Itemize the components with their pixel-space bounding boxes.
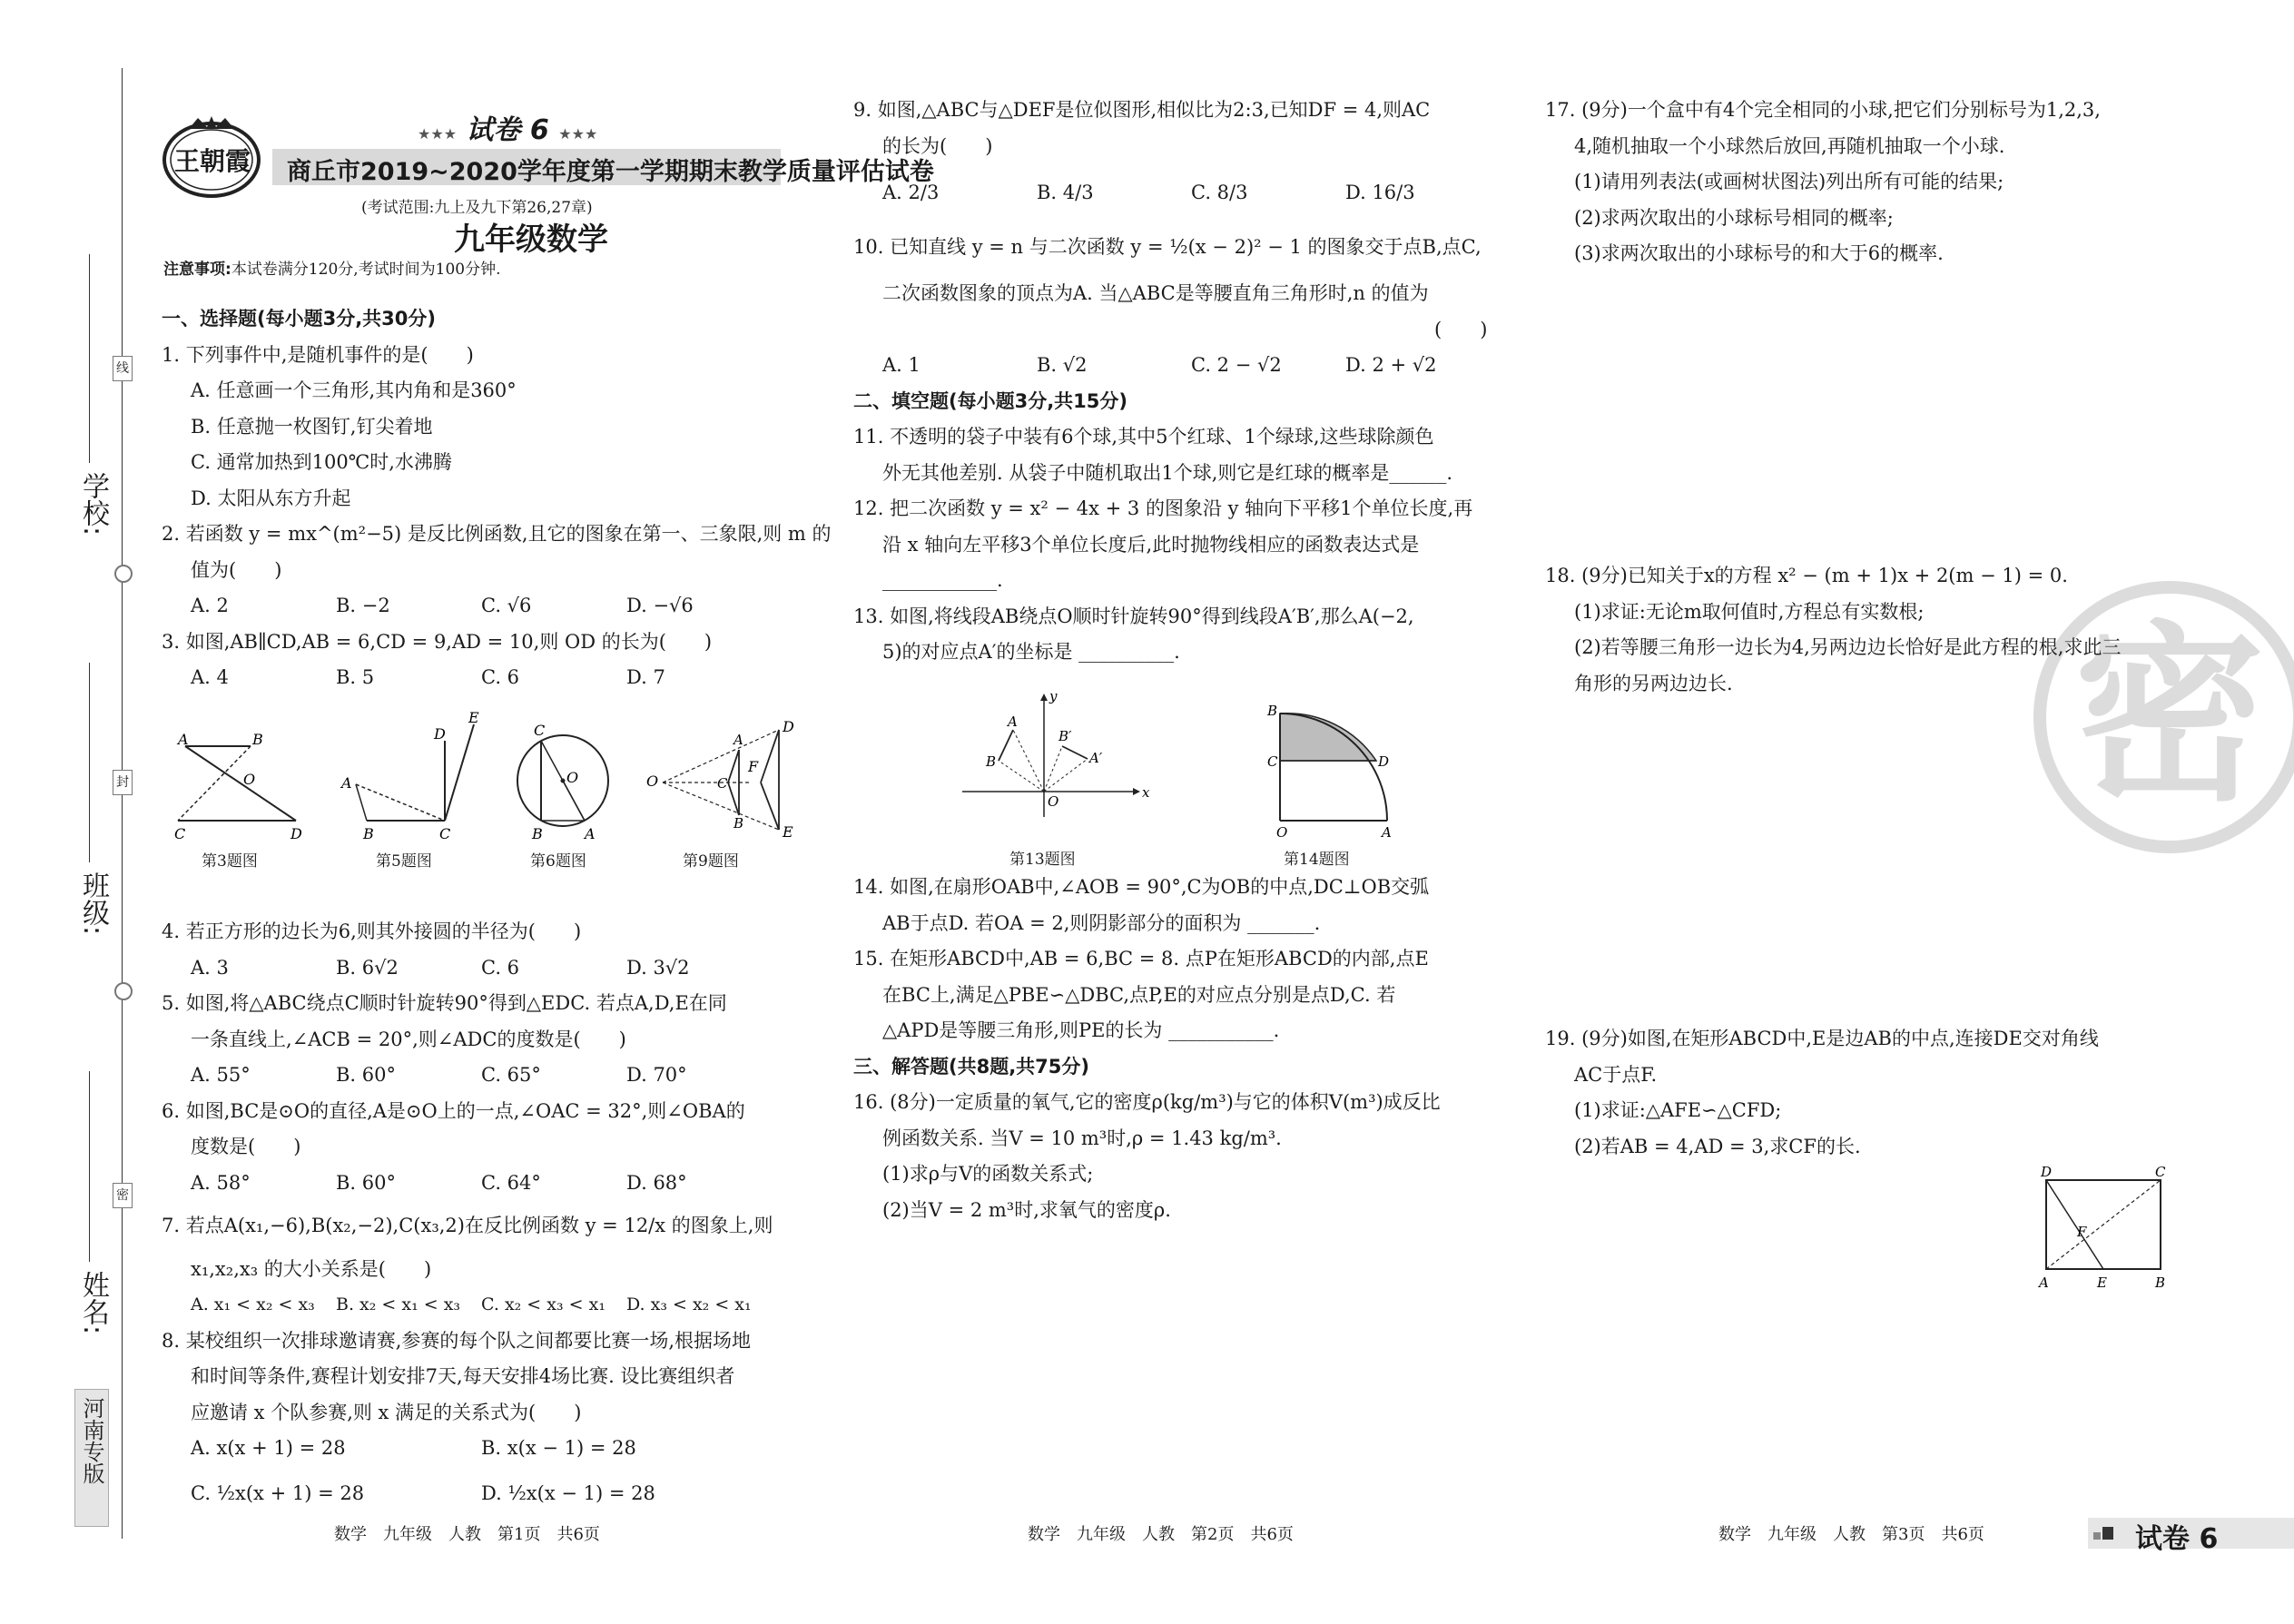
label-A: A: [341, 774, 352, 792]
exam-scope: (考试范围:九上及九下第26,27章): [361, 199, 593, 217]
caption-q9: 第9题图: [683, 852, 739, 871]
option: C. 6: [481, 956, 520, 979]
question-10-cont: 二次函数图象的顶点为A. 当△ABC是等腰直角三角形时,n 的值为: [882, 282, 1429, 304]
option: B. x(x − 1) = 28: [481, 1437, 636, 1459]
option: B. 60°: [336, 1171, 397, 1194]
watermark-text: 密: [2073, 605, 2265, 827]
label-D: D: [434, 725, 446, 743]
question-15-cont: 在BC上,满足△PBE∽△DBC,点P,E的对应点分别是点D,C. 若: [882, 983, 1396, 1006]
option: C. x₂ < x₃ < x₁: [481, 1294, 605, 1314]
question-17-cont: 4,随机抽取一个小球然后放回,再随机抽取一个小球.: [1574, 134, 2005, 157]
figure-q5: [336, 708, 490, 844]
label-y: y: [1049, 690, 1058, 704]
figure-q9: [645, 719, 799, 846]
question-2: 2. 若函数 y = mx^(m²−5) 是反比例函数,且它的图象在第一、三象限,则 m 的: [162, 523, 832, 545]
option: B. √2: [1037, 354, 1088, 376]
question-17: 17. (9分)一个盒中有4个完全相同的小球,把它们分别标号为1,2,3,: [1545, 99, 2101, 121]
question-7: 7. 若点A(x₁,−6),B(x₂,−2),C(x₃,2)在反比例函数 y = 12/x 的图象上,则: [162, 1215, 773, 1236]
option: C. 8/3: [1191, 182, 1248, 203]
question-17-part2: (2)求两次取出的小球标号相同的概率;: [1574, 206, 1894, 229]
option: A. x(x + 1) = 28: [191, 1437, 346, 1459]
label-B: B: [252, 733, 263, 748]
option: D. ½x(x − 1) = 28: [481, 1481, 655, 1504]
question-14: 14. 如图,在扇形OAB中,∠AOB = 90°,C为OB的中点,DC⊥OB交弧: [853, 876, 1430, 898]
binding-hole-icon: [114, 565, 133, 583]
question-16-part1: (1)求ρ与V的函数关系式;: [882, 1163, 1094, 1185]
question-17-part1: (1)请用列表法(或画树状图法)列出所有可能的结果;: [1574, 171, 2004, 192]
option: D. 2 + √2: [1345, 354, 1437, 376]
question-16: 16. (8分)一定质量的氧气,它的密度ρ(kg/m³)与它的体积V(m³)成反比: [853, 1091, 1441, 1113]
question-19-cont: AC于点F.: [1574, 1063, 1658, 1086]
question-13-cont: 5)的对应点A′的坐标是 __________.: [882, 641, 1180, 663]
figure-q3: [172, 733, 309, 842]
label-O: O: [566, 769, 579, 786]
options-row: [162, 1287, 773, 1324]
question-8: 8. 某校组织一次排球邀请赛,参赛的每个队之间都要比赛一场,根据场地: [162, 1329, 752, 1352]
paper-title: 商丘市2019~2020学年度第一学期期末教学质量评估试卷: [287, 158, 934, 186]
options-row: [853, 348, 1500, 384]
notice: [163, 256, 501, 279]
option: A. 3: [191, 956, 229, 979]
options-row: [162, 1058, 773, 1094]
question-7-cont: x₁,x₂,x₃ 的大小关系是( ): [191, 1257, 432, 1280]
label-O: O: [1048, 793, 1059, 810]
option: B. 60°: [336, 1064, 397, 1086]
question-15: 15. 在矩形ABCD中,AB = 6,BC = 8. 点P在矩形ABCD的内部,点E: [853, 948, 1429, 969]
option: B. 5: [336, 666, 375, 688]
column-3-q19: [1545, 1021, 2099, 1165]
option: D. 70°: [626, 1064, 687, 1086]
option: A. 2: [191, 595, 229, 616]
options-row: [162, 1431, 773, 1467]
label-O: O: [1276, 824, 1288, 839]
question-11: 11. 不透明的袋子中装有6个球,其中5个红球、1个绿球,这些球除颜色: [853, 426, 1434, 448]
label-x: x: [1142, 784, 1150, 801]
option: C. √6: [481, 595, 532, 616]
question-10: 10. 已知直线 y = n 与二次函数 y = ½(x − 2)² − 1 的图象交于点B,点C,: [853, 235, 1482, 258]
option: B. 任意抛一枚图钉,钉尖着地: [191, 415, 433, 438]
option: C. 通常加热到100℃时,水沸腾: [191, 451, 452, 473]
label-C: C: [439, 825, 451, 842]
label-D: D: [2041, 1164, 2053, 1180]
label-B: B: [1267, 703, 1278, 719]
label-D: D: [1378, 753, 1390, 770]
section-heading: 二、填空题(每小题3分,共15分): [853, 389, 1128, 412]
question-1: 1. 下列事件中,是随机事件的是( ): [162, 343, 474, 366]
option: C. 6: [481, 666, 520, 688]
label-O: O: [243, 771, 256, 788]
options-row: [162, 588, 832, 625]
figure-q19: [2033, 1160, 2179, 1296]
option: A. 55°: [191, 1064, 251, 1086]
label-A: A: [2039, 1275, 2049, 1291]
option: A. 2/3: [882, 182, 940, 203]
mark-secret: 密: [113, 1183, 133, 1208]
label-A-prime: A′: [1089, 750, 1103, 766]
label-A: A: [1008, 714, 1018, 730]
label-B: B: [986, 753, 997, 770]
question-3: 3. 如图,AB∥CD,AB = 6,CD = 9,AD = 10,则 OD 的长为( ): [162, 630, 713, 653]
figure-q13: [953, 690, 1153, 826]
label-B: B: [532, 825, 543, 842]
footer-page-3: 数学 九年级 人教 第3页 共6页: [1718, 1525, 1984, 1544]
question-13: 13. 如图,将线段AB绕点O顺时针旋转90°得到线段A′B′,那么A(−2,: [853, 605, 1414, 627]
option: B. 6√2: [336, 956, 399, 979]
option: D. 7: [626, 666, 665, 688]
star-icon: ★★★: [418, 125, 458, 143]
section-heading: 一、选择题(每小题3分,共30分): [162, 308, 437, 330]
column-2: [853, 93, 1500, 671]
option: A. 1: [882, 354, 921, 376]
option: C. 64°: [481, 1171, 541, 1194]
label-E: E: [2097, 1275, 2107, 1291]
option: D. x₃ < x₂ < x₁: [626, 1294, 752, 1314]
options-row: [853, 175, 1500, 212]
question-9: 9. 如图,△ABC与△DEF是位似图形,相似比为2:3,已知DF = 4,则AC: [853, 99, 1431, 121]
option: A. x₁ < x₂ < x₃: [191, 1294, 315, 1314]
label-C: C: [534, 722, 546, 739]
section-heading: 三、解答题(共8题,共75分): [853, 1055, 1090, 1078]
option: A. 4: [191, 666, 229, 688]
edition-badge: [74, 1389, 109, 1527]
question-18: 18. (9分)已知关于x的方程 x² − (m + 1)x + 2(m − 1) = 0.: [1545, 565, 2068, 586]
notice-label: 注意事项:: [163, 261, 231, 279]
figure-q14: [1262, 703, 1407, 839]
question-9-cont: 的长为( ): [882, 134, 993, 157]
edition-text: 河南专版: [79, 1397, 104, 1484]
option: B. x₂ < x₁ < x₃: [336, 1294, 461, 1314]
paper-tag-label: 试卷 6: [466, 114, 549, 146]
options-row: [162, 1166, 773, 1202]
paper-tag: [418, 107, 597, 147]
question-8-cont: 和时间等条件,赛程计划安排7天,每天安排4场比赛. 设比赛组织者: [191, 1365, 735, 1387]
option: B. 4/3: [1037, 182, 1094, 203]
class-blank: [89, 663, 90, 862]
school-blank: [89, 254, 90, 463]
label-A: A: [1382, 824, 1392, 839]
figure-q6: [508, 717, 617, 844]
label-F: F: [748, 758, 759, 775]
question-12-blank: ____________.: [882, 569, 1003, 591]
question-10-paren: ( ): [1434, 318, 1488, 340]
question-16-part2: (2)当V = 2 m³时,求氧气的密度ρ.: [882, 1198, 1171, 1221]
question-15-cont: △APD是等腰三角形,则PE的长为 ___________.: [882, 1019, 1280, 1041]
label-A: A: [733, 732, 743, 748]
caption-q14: 第14题图: [1284, 851, 1350, 869]
question-16-cont: 例函数关系. 当V = 10 m³时,ρ = 1.43 kg/m³.: [882, 1127, 1282, 1149]
column-3-q18: [1545, 558, 2121, 702]
name-label: 姓名:: [77, 1271, 109, 1335]
option: A. 58°: [191, 1171, 251, 1194]
label-A: A: [178, 733, 189, 748]
question-19: 19. (9分)如图,在矩形ABCD中,E是边AB的中点,连接DE交对角线: [1545, 1028, 2099, 1049]
logo: [156, 114, 267, 200]
footer-tag: 试卷 6: [2135, 1523, 2219, 1555]
question-2-cont: 值为( ): [191, 558, 282, 581]
option: C. 2 − √2: [1191, 354, 1282, 376]
name-blank: [89, 1071, 90, 1262]
label-B: B: [363, 825, 374, 842]
label-F: F: [2077, 1224, 2087, 1240]
question-12-cont: 沿 x 轴向左平移3个单位长度后,此时抛物线相应的函数表达式是: [882, 533, 1420, 556]
label-B-prime: B′: [1058, 728, 1072, 744]
label-E: E: [783, 823, 793, 841]
subject-title: 九年级数学: [454, 221, 608, 258]
option: D. −√6: [626, 595, 694, 616]
question-6: 6. 如图,BC是⊙O的直径,A是⊙O上的一点,∠OAC = 32°,则∠OBA的: [162, 1099, 745, 1122]
star-icon: ★★★: [558, 125, 598, 143]
binding-line: [122, 68, 123, 1539]
option: D. 16/3: [1345, 182, 1415, 203]
option: D. 3√2: [626, 956, 690, 979]
column-2-lower: [853, 870, 1441, 1228]
question-18-cont: 角形的另两边边长.: [1574, 672, 1733, 694]
label-C: C: [2155, 1164, 2166, 1180]
caption-q6: 第6题图: [530, 852, 586, 871]
option: D. 68°: [626, 1171, 687, 1194]
class-label: 班级:: [77, 871, 109, 936]
question-19-part1: (1)求证:△AFE∽△CFD;: [1574, 1099, 1782, 1121]
school-label: 学校:: [77, 472, 109, 536]
label-D: D: [783, 719, 794, 735]
question-4: 4. 若正方形的边长为6,则其外接圆的半径为( ): [162, 920, 582, 942]
options-row: [162, 1476, 773, 1512]
footer-page-1: 数学 九年级 人教 第1页 共6页: [334, 1525, 600, 1544]
label-B: B: [733, 815, 744, 832]
question-8-cont: 应邀请 x 个队参赛,则 x 满足的关系式为( ): [191, 1401, 582, 1423]
question-19-part2: (2)若AB = 4,AD = 3,求CF的长.: [1574, 1135, 1861, 1157]
option: B. −2: [336, 595, 390, 616]
question-12: 12. 把二次函数 y = x² − 4x + 3 的图象沿 y 轴向下平移1个单位长度,再: [853, 497, 1473, 519]
label-O: O: [646, 773, 659, 790]
column-3: [1545, 93, 2101, 272]
option: C. 65°: [481, 1064, 541, 1086]
caption-q13: 第13题图: [1009, 851, 1076, 869]
question-6-cont: 度数是( ): [191, 1136, 301, 1157]
label-A: A: [585, 825, 596, 842]
footer-squares-icon: [2093, 1525, 2115, 1543]
question-18-part1: (1)求证:无论m取何值时,方程总有实数根;: [1574, 600, 1925, 623]
mark-seal: 封: [113, 770, 133, 795]
caption-q3: 第3题图: [202, 852, 258, 871]
notice-text: 本试卷满分120分,考试时间为100分钟.: [231, 261, 501, 279]
question-11-cont: 外无其他差别. 从袋子中随机取出1个球,则它是红球的概率是______.: [882, 461, 1453, 484]
question-14-cont: AB于点D. 若OA = 2,则阴影部分的面积为 _______.: [882, 911, 1321, 934]
column-1: [162, 301, 832, 696]
label-D: D: [290, 825, 302, 842]
options-row: [162, 950, 773, 987]
option: D. 太阳从东方升起: [191, 487, 351, 509]
options-row: [162, 660, 832, 696]
label-C: C: [174, 825, 186, 842]
column-1-lower: [162, 914, 773, 1511]
label-C: C: [717, 775, 728, 792]
label-E: E: [468, 709, 479, 726]
option: A. 任意画一个三角形,其内角和是360°: [191, 379, 517, 401]
label-B: B: [2155, 1275, 2166, 1291]
question-5: 5. 如图,将△ABC绕点C顺时针旋转90°得到△EDC. 若点A,D,E在同: [162, 992, 727, 1014]
question-17-part3: (3)求两次取出的小球标号的和大于6的概率.: [1574, 242, 1944, 264]
binding-hole-icon: [114, 982, 133, 1000]
question-18-part2: (2)若等腰三角形一边长为4,另两边边长恰好是此方程的根,求此三: [1574, 636, 2122, 658]
label-C: C: [1267, 753, 1278, 770]
option: C. ½x(x + 1) = 28: [191, 1481, 365, 1504]
question-5-cont: 一条直线上,∠ACB = 20°,则∠ADC的度数是( ): [191, 1028, 626, 1050]
footer-page-2: 数学 九年级 人教 第2页 共6页: [1028, 1525, 1294, 1544]
mark-line: 线: [113, 356, 133, 381]
logo-text: 王朝霞: [173, 146, 251, 176]
caption-q5: 第5题图: [376, 852, 432, 871]
